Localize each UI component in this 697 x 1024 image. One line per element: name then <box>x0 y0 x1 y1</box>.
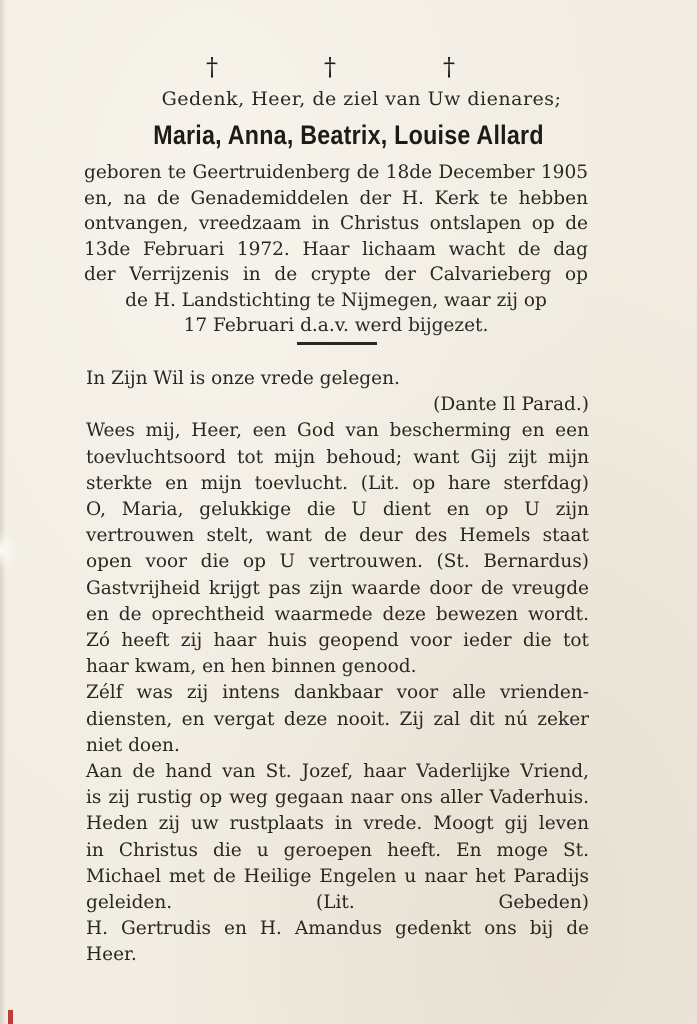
text-line: Zélf was zij intens dankbaar voor alle vrienden- <box>86 682 589 704</box>
text-line: H. Gertrudis en H. Amandus gedenkt ons bij de <box>86 918 589 940</box>
text-line: Gastvrijheid krijgt pas zijn waarde door de vreugde <box>86 577 589 599</box>
bio-line: 17 Februari d.a.v. werd bijgezet. <box>183 315 489 336</box>
red-edge-mark <box>8 1010 13 1024</box>
text-line: geleiden. (Lit. Gebeden) <box>86 892 589 914</box>
text-line: is zij rustig op weg gegaan naar ons aller Vaderhuis. <box>86 787 589 809</box>
bio-line: ontvangen, vreedzaam in Christus ontslapen op de <box>84 213 588 234</box>
card-header <box>0 86 697 152</box>
cross-icon: † <box>206 53 218 81</box>
bio-line: geboren te Geertruidenberg de 18de December 1905 <box>84 162 588 183</box>
text-line: en de oprechtheid waarmede deze bewezen wordt. <box>86 603 589 625</box>
text-line: Zó heeft zij haar huis geopend voor ieder die tot <box>86 630 589 652</box>
text-line: toevluchtsoord tot mijn behoud; want Gij zijt mijn <box>86 446 589 468</box>
biography-block <box>84 160 588 339</box>
text-line: O, Maria, gelukkige die U dient en op U zijn <box>86 499 589 521</box>
crosses-row <box>0 52 697 82</box>
citation-line: (Dante Il Parad.) <box>433 394 589 416</box>
text-line: niet doen. <box>86 734 180 756</box>
cross-icon: † <box>324 53 336 81</box>
deceased-name: Maria, Anna, Beatrix, Louise Allard <box>153 120 544 150</box>
text-line: in Christus die u geroepen heeft. En moge St. <box>86 839 589 861</box>
cross-icon: † <box>443 53 455 81</box>
bio-line: de H. Landstichting te Nijmegen, waar zij op <box>125 289 547 311</box>
card-edge-shadow <box>0 0 6 1024</box>
text-line: Heden zij uw rustplaats in vrede. Moogt gij leven <box>86 813 589 835</box>
text-line: open voor die op U vertrouwen. (St. Bernardus) <box>86 551 589 573</box>
paper-tear <box>0 530 18 570</box>
text-line: Michael met de Heilige Engelen u naar het Paradijs <box>86 865 589 887</box>
bio-line: der Verrijzenis in de crypte der Calvarieberg op <box>84 264 588 285</box>
text-line: vertrouwen stelt, want de deur des Hemels staat <box>86 525 589 547</box>
bio-line: 13de Februari 1972. Haar lichaam wacht de dag <box>84 238 588 260</box>
divider-rule <box>297 342 377 345</box>
text-line: diensten, en vergat deze nooit. Zij zal dit nú zeker <box>86 708 589 730</box>
text-line: Wees mij, Heer, een God van bescherming en een <box>86 420 589 442</box>
prayer-text <box>86 366 589 969</box>
text-line: Heer. <box>86 944 137 966</box>
text-line: In Zijn Wil is onze vrede gelegen. <box>86 368 400 389</box>
text-line: haar kwam, en hen binnen genood. <box>86 656 417 678</box>
invocation-line: Gedenk, Heer, de ziel van Uw dienares; <box>161 88 562 110</box>
text-line: Aan de hand van St. Jozef, haar Vaderlijke Vriend, <box>86 761 589 783</box>
text-line: sterkte en mijn toevlucht. (Lit. op hare sterfdag) <box>86 472 589 494</box>
bio-line: en, na de Genademiddelen der H. Kerk te hebben <box>84 187 588 209</box>
